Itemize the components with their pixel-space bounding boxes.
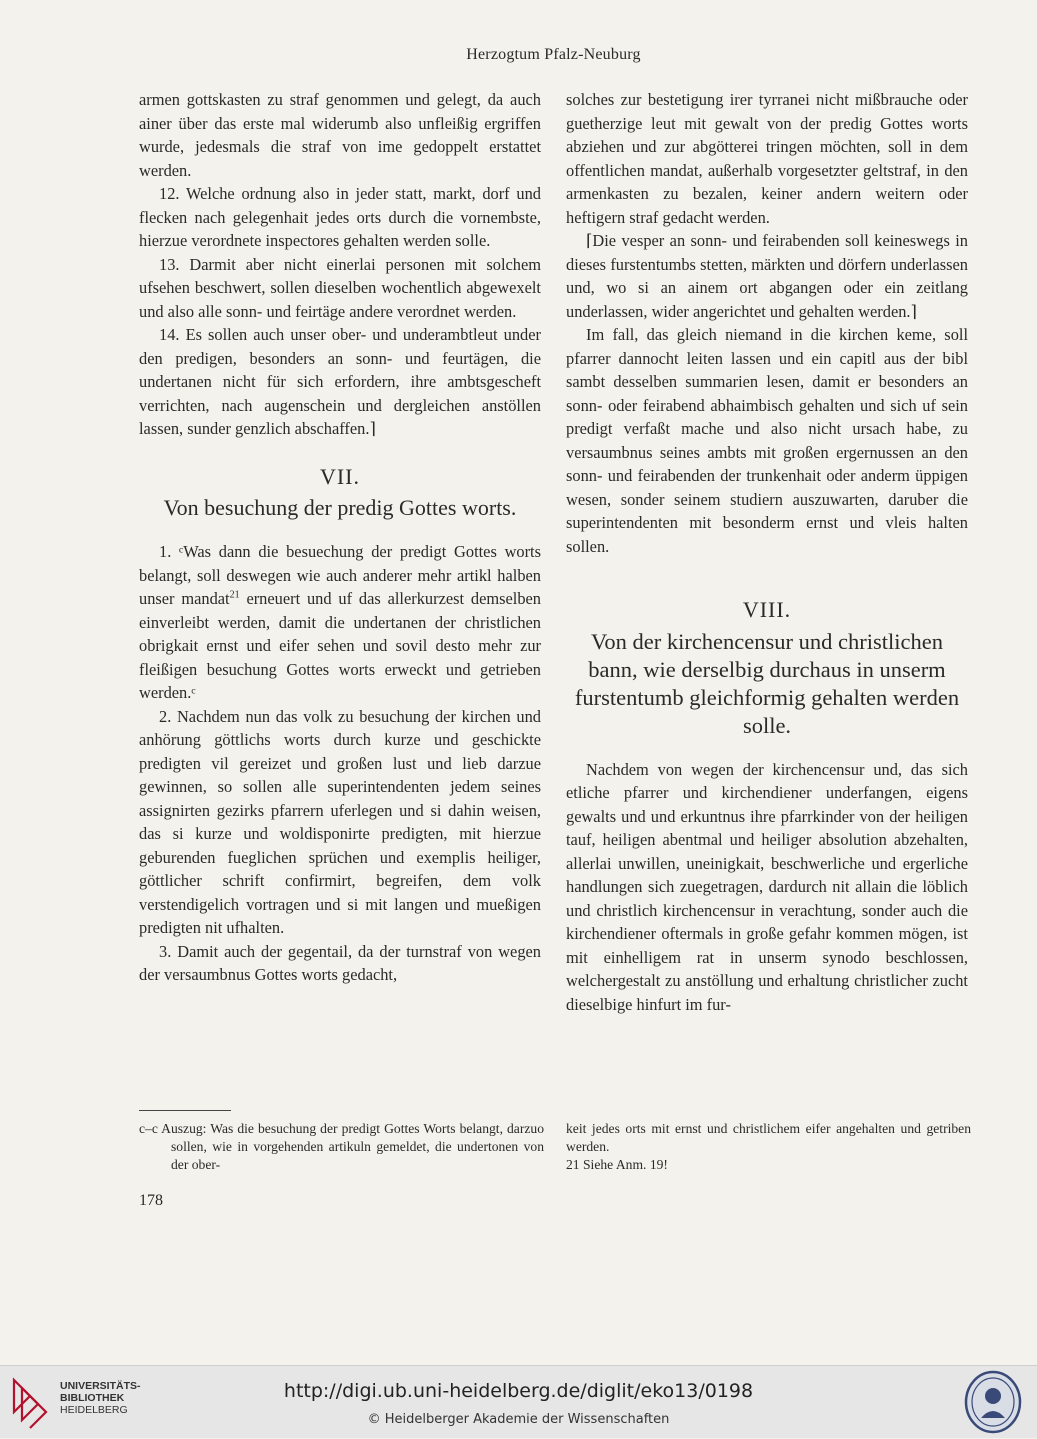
viewer-footer [0,1365,1037,1438]
paragraph [139,540,541,705]
paragraph: 13. Darmit aber nicht einerlai personen mit solchem ufsehen beschwert, sollen dieselben wochentlich abgewexelt und also alle sonn- und feirtäge andere verordnet werden. [139,254,541,321]
paragraph: 3. Damit auch der gegentail, da der turnstraf von wegen der versaumbnus Gottes worts gedacht, [139,941,541,984]
academy-seal-icon [963,1370,1023,1434]
paragraph: 12. Welche ordnung also in jeder statt, markt, dorf und flecken nach gelegenhait jedes orts durch die vornembste, hierzue verordnete inspectores gehalten werden solle. [139,184,541,250]
paragraph: Nachdem von wegen der kirchencensur und, das sich etliche pfarrer und kirchendiener underfangen, eigens gewalts und und erkuntnus ihre pfarrkinder von der heiligen tauf, heiligen abentmal und heiliger absolution abzehalten, allerlai unwillen, uneinigkait, beschwerliche und ergerliche handlungen sich zuegetragen, dardurch nit allain die löblich und christlich kirchencensur in verachtung, sonder auch die kirchendiener oftermals in große gefahr kommen mögen, ist mit einhelligem rat in unserm synodo beschlossen, welchergestalt zu anstöllung und erhaltung christlicher zucht dieselbige hinfurt im fur- [566,759,968,1014]
paragraph-text: 1. ᶜWas dann die besuechung der predigt Gottes worts belangt, soll deswegen wie auch anderer mehr artikl halben unser mandat [139,542,541,608]
library-name-line: BIBLIOTHEK [60,1392,125,1404]
right-column [566,88,968,1016]
paragraph: 2. Nachdem nun das volk zu besuchung der kirchen und anhörung göttlichs worts durch kurze und geschickte predigten vil gereizet und großen lust und lieb darzue gewinnen, so sollen alle superintendenten jedem seines assignirten gezirks pfarrern uferlegen und si dahin weisen, das si kurze und woldisponirte predigten, mit hierzue geburenden fueglichen sprüchen und exemplis heiliger, göttlicher schrift confirmirt, begreifen, dem volk verstendigelich vortragen und si mit langen und mueßigen predigten nit ufhalten. [139,706,541,937]
academy-seal[interactable] [963,1370,1023,1434]
permalink [0,1380,1037,1402]
running-head: Herzogtum Pfalz-Neuburg [466,46,641,63]
section-title: Von der kirchencensur und christlichen bann, wie derselbig durchaus in unserm furstentumb gleichformig gehalten werden solle. [574,628,960,738]
footnote: 21 Siehe Anm. 19! [566,1157,668,1172]
paragraph: Im fall, das gleich niemand in die kirchen keme, soll pfarrer dannocht leiten lassen und ein capitl aus der bibl sambt desselben summarien lesen, damit er besonders an sonn- oder feirabend abhaimbisch gehalten und sich uf sein predigt verfaßt mache und also nicht ursach habe, zu versaumbnus seines ambts mit großen ergernussen an den sonn- und feirabenden der trunkenhait oder anderm üppigen wesen, sonder seinem studiern auszuwarten, daruber die superintendenten mit besonderm ernst und vleis halten sollen. [566,325,968,556]
paragraph: armen gottskasten zu straf genommen und gelegt, da auch ainer über das erste mal widerumb also unfleißig ergriffen wurde, jedesmals die straf von ime gedoppelt erstattet werden. [139,90,541,180]
paragraph-text: erneuert und uf das allerkurzest demselben einverleibt werden, damit die undertanen der christlichen obrigkait ernst und eifer sehen und sovil desto mehr zur fleißigen besuchung Gottes worts erweckt und getrieben werden.ᶜ [139,589,541,702]
section-number: VII. [319,463,361,489]
paragraph: ⌈Die vesper an sonn- und feirabenden soll keineswegs in dieses furstentumbs stetten, märkten und dörfern underlassen und, wo si an ainem ort abgangen oder ein zeitlang underlassen, wider angerichtet und gehalten werden.⌉ [566,231,968,321]
section-number: VIII. [742,597,792,622]
paragraph: solches zur bestetigung irer tyrranei nicht mißbrauche oder guetherzige leut mit gewalt von der predig Gottes worts abziehen und zur abgötterei tringen möchten, soll in dem offentlichen mandat, außerhalb vorgesetzter geltstraf, in den armenkasten zu bezalen, keiner andern weitern oder heftigern straf gedacht werden. [566,90,968,227]
library-name-line: HEIDELBERG [60,1404,128,1416]
left-column [139,88,541,987]
footnote-right [566,1120,971,1174]
library-name-line: UNIVERSITÄTS- [60,1380,141,1392]
copyright-text: © Heidelberger Akademie der Wissenschaften [367,1412,670,1427]
permalink-link[interactable]: http://digi.ub.uni-heidelberg.de/diglit/eko13/0198 [283,1380,754,1402]
footnote: c–c Auszug: Was die besuchung der predigt Gottes Worts belangt, darzuo sollen, wie in vorgehenden artikuln gemeldet, die undertonen von der ober- [139,1121,544,1172]
paragraph: 14. Es sollen auch unser ober- und underambtleut under den predigen, besonders an sonn- und feurtägen, die undertanen nicht für sich erfordern, ihre ambtsgescheft verrichten, nach augenschein und dergleichen anstöllen lassen, sunder genzlich abschaffen.⌉ [139,325,541,438]
footnote-left [139,1120,544,1174]
footnote: keit jedes orts mit ernst und christlichem eifer angehalten und getriben werden. [566,1121,971,1154]
footnote-ref[interactable]: 21 [229,589,240,601]
footnote-divider [139,1110,231,1111]
section-title: Von besuchung der predig Gottes worts. [163,495,517,520]
page-number: 178 [139,1192,163,1209]
